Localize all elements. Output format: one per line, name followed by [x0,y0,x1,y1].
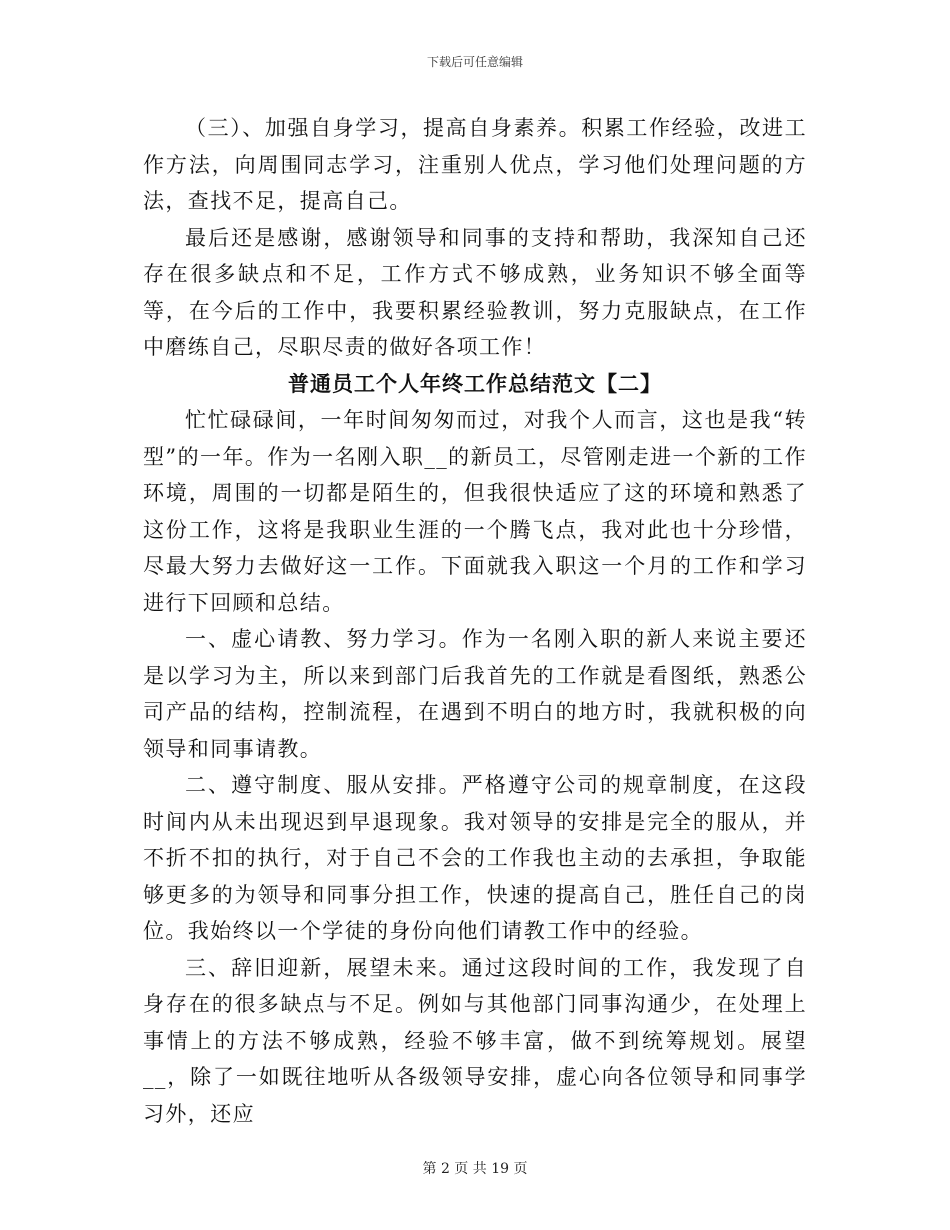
page-number: 第 2 页 共 19 页 [422,1161,528,1177]
paragraph-strengthen-learning: （三）、加强自身学习，提高自身素养。积累工作经验，改进工作方法，向周围同志学习，注重别人优点，学习他们处理问题的方法，查找不足，提高自己。 [143,116,807,213]
paragraph-point-two: 二、遵守制度、服从安排。严格遵守公司的规章制度，在这段时间内从未出现迟到早退现象。我对领导的安排是完全的服从，并不折不扣的执行，对于自己不会的工作我也主动的去承担，争取能够更多的为领导和同事分担工作，快速的提高自己，胜任自己的岗位。我始终以一个学徒的身份向他们请教工作中的经验。 [143,773,807,943]
paragraph-point-three: 三、辞旧迎新，展望未来。通过这段时间的工作，我发现了自身存在的很多缺点与不足。例如与其他部门同事沟通少，在处理上事情上的方法不够成熟，经验不够丰富，做不到统筹规划。展望__，除了一如既往地听从各级领导安排，虚心向各位领导和同事学习外，还应 [143,955,807,1126]
paragraph-point-one: 一、虚心请教、努力学习。作为一名刚入职的新人来说主要还是以学习为主，所以来到部门后我首先的工作就是看图纸，熟悉公司产品的结构，控制流程，在遇到不明白的地方时，我就积极的向领导和同事请教。 [143,627,807,761]
section-heading: 普通员工个人年终工作总结范文【二】 [288,370,662,396]
document-body [143,110,807,1132]
page-header: 下载后可任意编辑 [426,55,523,69]
paragraph-intro: 忙忙碌碌间，一年时间匆匆而过，对我个人而言，这也是我“转型”的一年。作为一名刚入职__的新员工，尽管刚走进一个新的工作环境，周围的一切都是陌生的，但我很快适应了这的环境和熟悉了这份工作，这将是我职业生涯的一个腾飞点，我对此也十分珍惜，尽最大努力去做好这一工作。下面就我入职这一个月的工作和学习进行下回顾和总结。 [143,408,807,615]
paragraph-closing-thanks: 最后还是感谢，感谢领导和同事的支持和帮助，我深知自己还存在很多缺点和不足，工作方式不够成熟，业务知识不够全面等等，在今后的工作中，我要积累经验教训，努力克服缺点，在工作中磨练自己，尽职尽责的做好各项工作！ [143,225,807,359]
